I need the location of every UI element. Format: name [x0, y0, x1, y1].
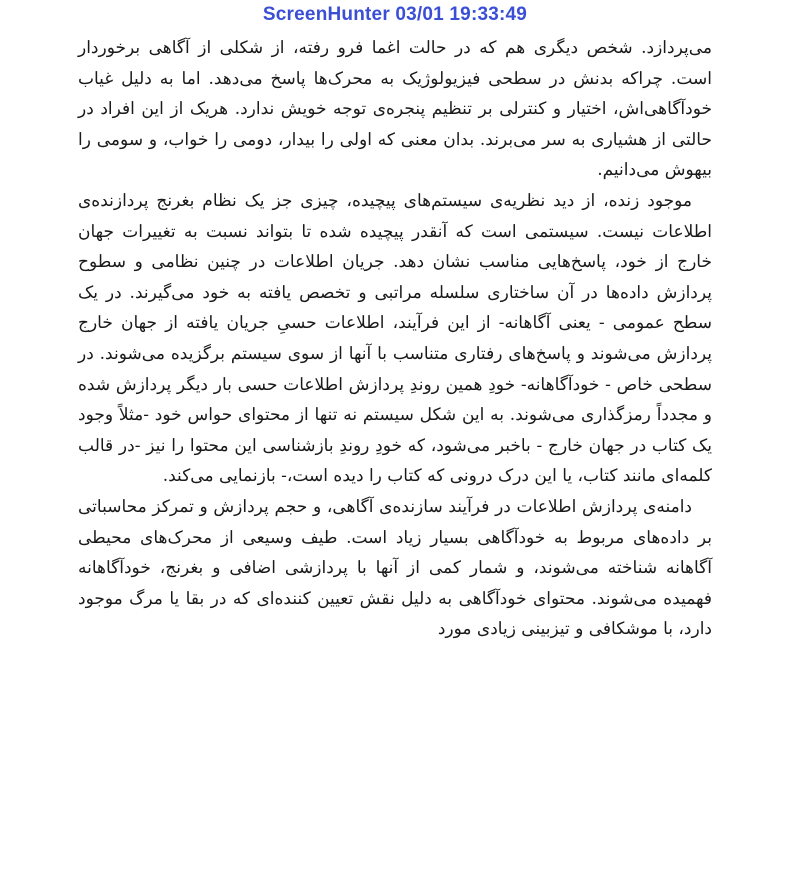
paragraph-consciousness-states: می‌پردازد. شخص دیگری هم که در حالت اغما فرو رفته، از شکلی از آگاهی برخوردار است. چراکه بدنش در سطحی فیزیولوژیک به محرک‌ها پاسخ می‌دهد. اما به دلیل غیاب خودآگاهی‌اش، اختیار و کنترلی بر تنظیم پنجره‌ی توجه خویش ندارد. هریک از این افراد در حالتی از هشیاری به سر می‌برند. بدان معنی که اولی را بیدار، دومی را خواب، و سومی را بیهوش می‌دانیم.	[78, 38, 712, 181]
paragraph-complex-systems: موجود زنده، از دید نظریه‌ی سیستم‌های پیچیده، چیزی جز یک نظام بغرنج پردازنده‌ی اطلاعات نیست. سیستمی است که آنقدر پیچیده شده تا بتواند نسبت به تغییرات جهان خارج از خود، پاسخ‌هایی مناسب نشان دهد. جریان اطلاعات در چنین نظامی و سطوح پردازش داده‌ها در آن ساختاری سلسله مراتبی و تخصص یافته به خود می‌گیرند. در یک سطح عمومی - یعنی آگاهانه- از این فرآیند، اطلاعات حسیِ جریان یافته از جهان خارج پردازش می‌شوند و پاسخ‌های رفتاری متناسب با آنها از سوی سیستم برگزیده می‌شوند. در سطحی خاص - خودآگاهانه- خودِ همین روندِ پردازش اطلاعات حسی بار دیگر پردازش شده و مجدداً رمزگذاری می‌شوند. به این شکل سیستم نه تنها از محتوای حواس خود -مثلاً وجود یک کتاب در جهان خارج - باخبر می‌شود، که خودِ روندِ بازشناسی این محتوا را نیز -در قالب کلمه‌ای مانند کتاب، یا این درک درونی که کتاب را دیده است،- بازنمایی می‌کند.	[78, 190, 712, 487]
paragraph-information-processing: دامنه‌ی پردازش اطلاعات در فرآیند سازنده‌ی آگاهی، و حجم پردازش و تمرکز محاسباتی بر داده‌های مربوط به خودآگاهی بسیار زیاد است. طیف وسیعی از محرک‌های محیطی آگاهانه شناخته می‌شوند، و شمار کمی از آنها با پردازشی اضافی و بغرنج، خودآگاهانه فهمیده می‌شوند. محتوای خودآگاهی به دلیل نقش تعیین کننده‌ای که در بقا یا مرگ موجود دارد، با موشکافی و تیزبینی زیادی مورد	[78, 496, 712, 640]
document-page	[78, 33, 712, 645]
screenhunter-watermark: ScreenHunter 03/01 19:33:49	[262, 4, 528, 25]
